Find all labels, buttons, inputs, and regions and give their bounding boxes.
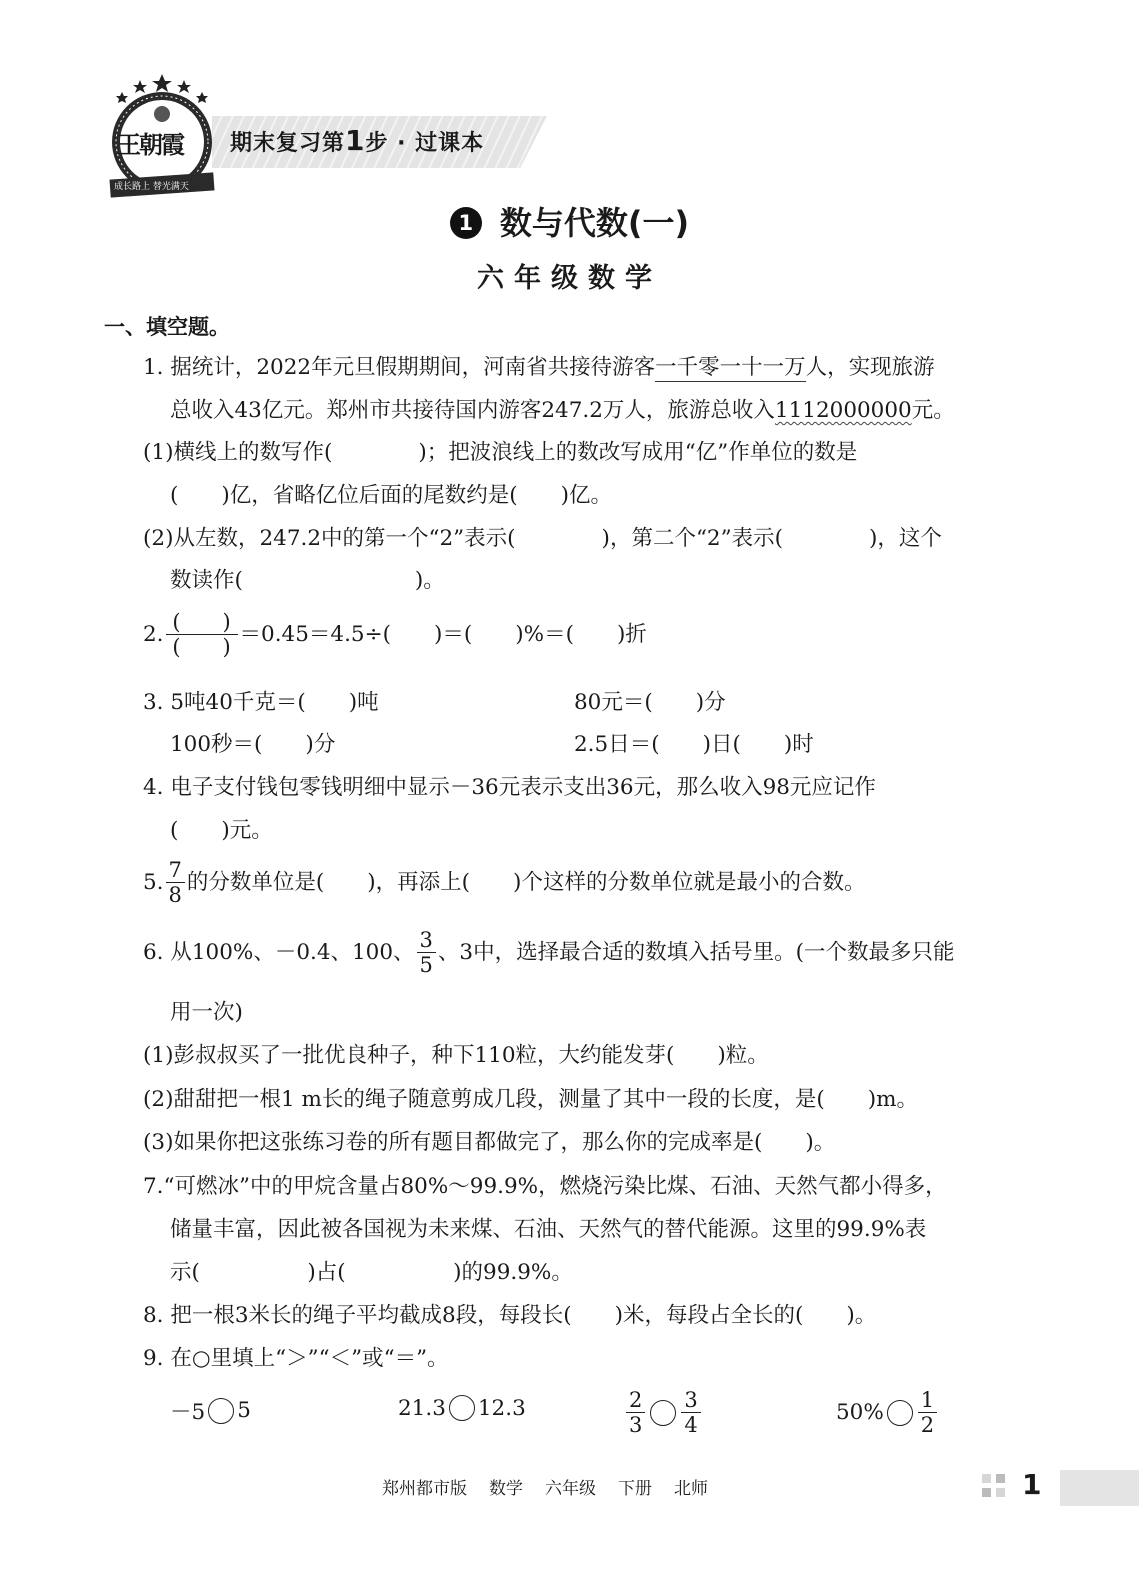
footer-deco bbox=[982, 1488, 991, 1497]
compare-1: －5 5 bbox=[170, 1398, 251, 1425]
question-1-line-2: 总收入43亿元。郑州市共接待国内游客247.2万人，旅游总收入1112000000元。 bbox=[170, 398, 955, 423]
question-7-cont-2: 示( )占( )的99.9%。 bbox=[170, 1260, 573, 1285]
compare-4: 50% $\frac{1}{2}$ bbox=[836, 1388, 939, 1437]
question-6-sub-2: (2)甜甜把一根1 m长的绳子随意剪成几段，测量了其中一段的长度，是( )m。 bbox=[143, 1087, 919, 1112]
question-3-a: 3. 5吨40千克＝( )吨 bbox=[143, 690, 379, 715]
banner-text: 期末复习第1步 · 过课本 bbox=[230, 124, 485, 157]
fraction: $\frac{3}{5}$ bbox=[417, 928, 436, 977]
question-6-cont: 用一次) bbox=[170, 1000, 243, 1025]
question-1-sub-2: (2)从左数，247.2中的第一个“2”表示( )，第二个“2”表示( )，这个 bbox=[143, 526, 942, 551]
question-6-sub-3: (3)如果你把这张练习卷的所有题目都做完了，那么你的完成率是( )。 bbox=[143, 1130, 836, 1155]
question-3-b: 80元＝( )分 bbox=[574, 690, 726, 715]
section-title: 一、填空题。 bbox=[104, 315, 230, 339]
question-1-sub-2-cont: 数读作( )。 bbox=[170, 568, 445, 593]
footer-deco bbox=[996, 1488, 1005, 1497]
subject-title: 六年级数学 bbox=[477, 263, 662, 294]
question-1-line-1: 1. 据统计，2022年元旦假期期间，河南省共接待游客一千零一十一万人，实现旅游 bbox=[143, 355, 935, 380]
question-6: 6. 从100%、－0.4、100、 $\frac{3}{5}$ 、3中，选择最合适的数填入括号里。(一个数最多只能 bbox=[143, 928, 955, 977]
fraction: $\frac{1}{2}$ bbox=[918, 1388, 937, 1437]
question-2: 2. $\frac{( )}{( )}$ ＝0.45＝4.5÷( )＝( )%＝( )折 bbox=[143, 610, 647, 659]
fraction-blank: $\frac{( )}{( )}$ bbox=[166, 610, 238, 659]
fraction: $\frac{3}{4}$ bbox=[681, 1388, 700, 1437]
unit-title-text: 数与代数(一) bbox=[499, 204, 690, 242]
question-4: 4. 电子支付钱包零钱明细中显示－36元表示支出36元，那么收入98元应记作 bbox=[143, 775, 876, 800]
question-3-d: 2.5日＝( )日( )时 bbox=[574, 732, 814, 757]
answer-circle[interactable] bbox=[887, 1400, 913, 1426]
underlined-number: 一千零一十一万 bbox=[655, 355, 806, 380]
logo-slogan: 成长路上 替光满天 bbox=[114, 182, 189, 192]
question-8: 8. 把一根3米长的绳子平均截成8段，每段长( )米，每段占全长的( )。 bbox=[143, 1303, 877, 1328]
footer-publisher: 北师 bbox=[674, 1479, 708, 1499]
question-1-sub-1: (1)横线上的数写作( )；把波浪线上的数改写成用“亿”作单位的数是 bbox=[143, 440, 858, 465]
answer-circle[interactable] bbox=[650, 1400, 676, 1426]
answer-circle[interactable] bbox=[449, 1395, 475, 1421]
fraction: $\frac{7}{8}$ bbox=[166, 858, 185, 907]
logo-text: 王朝霞 bbox=[117, 130, 183, 159]
footer-deco bbox=[982, 1474, 991, 1483]
unit-number-badge: 1 bbox=[450, 207, 482, 239]
question-4-cont: ( )元。 bbox=[170, 818, 273, 843]
question-1-sub-1-cont: ( )亿，省略亿位后面的尾数约是( )亿。 bbox=[170, 483, 613, 508]
page-number: 1 bbox=[1022, 1468, 1042, 1501]
unit-title bbox=[0, 198, 1139, 244]
question-5: 5. $\frac{7}{8}$ 的分数单位是( )，再添上( )个这样的分数单位就是最小的合数。 bbox=[143, 858, 866, 907]
compare-3 bbox=[624, 1388, 703, 1437]
question-7-cont-1: 储量丰富，因此被各国视为未来煤、石油、天然气的替代能源。这里的99.9%表 bbox=[170, 1217, 927, 1242]
compare-2: 21.3 12.3 bbox=[398, 1395, 526, 1421]
wavy-underlined-number: 1112000000 bbox=[774, 398, 912, 423]
footer-info bbox=[382, 1474, 730, 1499]
question-7: 7.“可燃冰”中的甲烷含量占80%～99.9%，燃烧污染比煤、石油、天然气都小得多， bbox=[143, 1174, 947, 1199]
footer-edition: 郑州都市版 bbox=[382, 1479, 467, 1499]
question-9: 9. 在○里填上“＞”“＜”或“＝”。 bbox=[143, 1346, 449, 1371]
fraction: $\frac{2}{3}$ bbox=[626, 1388, 645, 1437]
answer-circle[interactable] bbox=[208, 1398, 234, 1424]
page-number-bar bbox=[1060, 1470, 1139, 1506]
footer-volume: 下册 bbox=[618, 1479, 652, 1499]
footer-subject: 数学 bbox=[489, 1479, 523, 1499]
question-3-c: 100秒＝( )分 bbox=[170, 732, 336, 757]
footer-grade: 六年级 bbox=[545, 1479, 596, 1499]
question-6-sub-1: (1)彭叔叔买了一批优良种子，种下110粒，大约能发芽( )粒。 bbox=[143, 1043, 769, 1068]
footer-deco bbox=[996, 1474, 1005, 1483]
